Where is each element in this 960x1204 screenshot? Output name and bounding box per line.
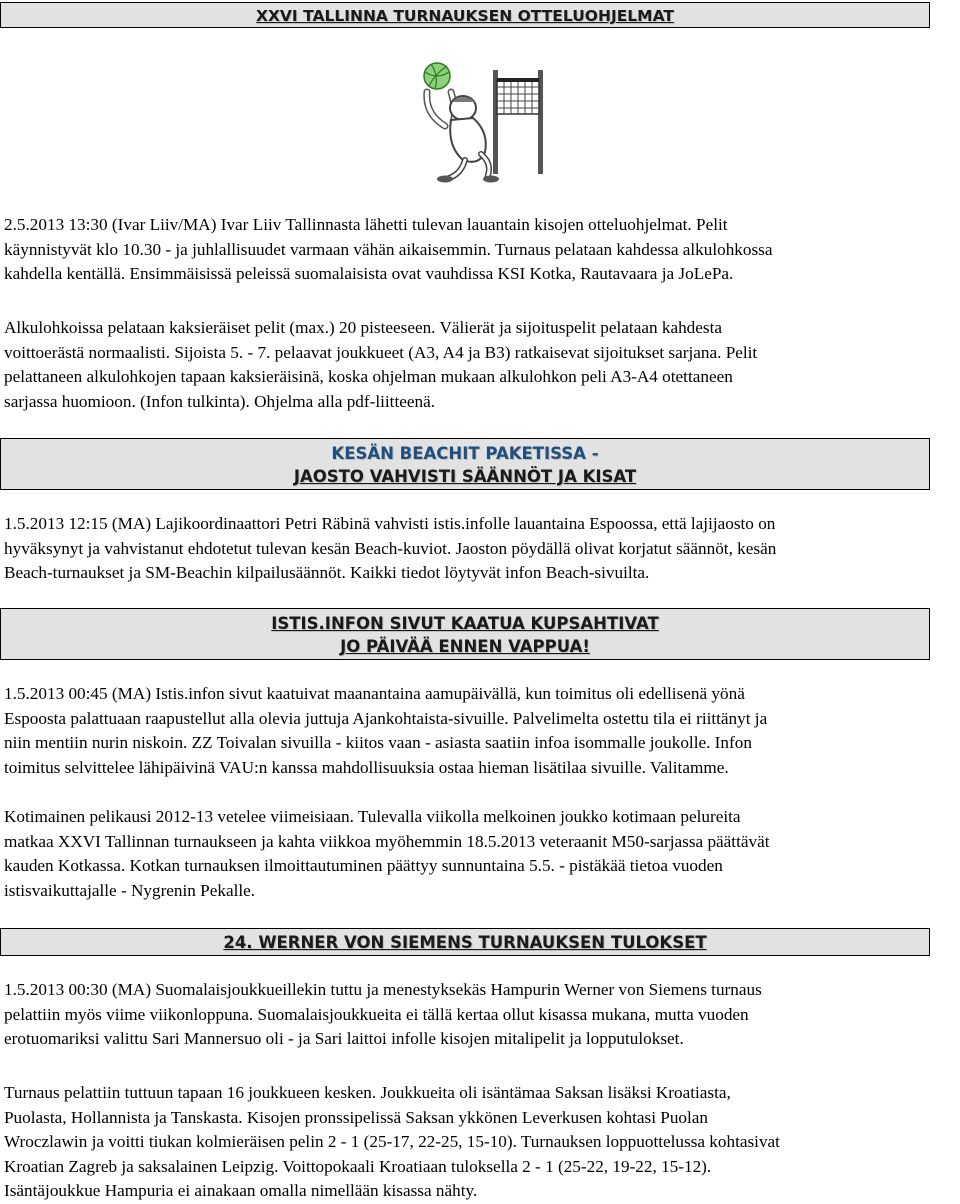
text-line: Puolasta, Hollannista ja Tanskasta. Kisojen pronssipelissä Saksan ykkönen Leverkusen kohtasi Puolan bbox=[4, 1107, 709, 1127]
headline-istis-sivut-line-2: JO PÄIVÄÄ ENNEN VAPPUA! bbox=[340, 637, 590, 656]
text-line: kahdella kentällä. Ensimmäisissä peleissä suomalaisista ovat vauhdissa KSI Kotka, Rautavaara ja JoLePa. bbox=[4, 264, 734, 283]
text-line: toimitus selvittelee lähipäivinä VAU:n kanssa mahdollisuuksia ostaa hieman lisätilaa sivuille. Valitamme. bbox=[4, 757, 729, 777]
text-line: Espoosta palattuaan raapustellut alla olevia juttuja Ajankohtaista-sivuille. Palvelimelta ostettu tila ei riittänyt ja bbox=[4, 708, 768, 728]
text-line: matkaa XXVI Tallinnan turnaukseen ja kahta viikkoa myöhemmin 18.5.2013 veteraanit M50-sarjassa päättävät bbox=[4, 831, 770, 851]
text-line: Isäntäjoukkue Hampuria ei ainakaan omalla nimellään kisassa nähty. bbox=[4, 1181, 478, 1200]
text-line: Turnaus pelattiin tuttuun tapaan 16 joukkueen kesken. Joukkueita oli isäntämaa Saksan lisäksi Kroatiasta, bbox=[4, 1083, 731, 1102]
headline-siemens bbox=[0, 928, 930, 956]
text-line: Kroatian Zagreb ja saksalainen Leipzig. Voittopokaali Kroatiaan tuloksella 2 - 1 (25-22, 19-22, 15-12). bbox=[4, 1156, 712, 1176]
article-tallinna-paragraph-1 bbox=[4, 213, 954, 287]
headline-beachit-line-1: KESÄN BEACHIT PAKETISSA - bbox=[331, 444, 599, 463]
text-line: Beach-turnaukset ja SM-Beachin kilpailusäännöt. Kaikki tiedot löytyvät infon Beach-sivuilta. bbox=[4, 563, 650, 582]
text-line: Alkulohkoissa pelataan kaksieräiset pelit (max.) 20 pisteeseen. Välierät ja sijoituspelit pelataan kahdesta bbox=[4, 318, 722, 337]
text-line: pelattiin myös viime viikonloppuna. Suomalaisjoukkueita ei tällä kertaa ollut kisassa mukana, mutta vuoden bbox=[4, 1004, 749, 1024]
headline-beachit-line-2: JAOSTO VAHVISTI SÄÄNNÖT JA KISAT bbox=[293, 467, 637, 486]
article-siemens-paragraph-1 bbox=[4, 978, 954, 1052]
headline-otteluohjelmat bbox=[0, 2, 930, 28]
text-line: istisvaikuttajalle - Nygrenin Pekalle. bbox=[4, 880, 256, 900]
volleyball-player-icon bbox=[405, 56, 545, 184]
text-line: Kotimainen pelikausi 2012-13 vetelee viimeisiaan. Tulevalla viikolla melkoinen joukko kotimaan pelureita bbox=[4, 807, 741, 826]
text-line: 1.5.2013 00:45 (MA) Istis.infon sivut kaatuivat maanantaina aamupäivällä, kun toimitus oli edellisenä yönä bbox=[4, 684, 745, 703]
text-line: 2.5.2013 13:30 (Ivar Liiv/MA) Ivar Liiv Tallinnasta lähetti tulevan lauantain kisojen otteluohjelmat. Pelit bbox=[4, 215, 728, 234]
headline-beachit bbox=[0, 438, 930, 490]
text-line: pelattaneen alkulohkojen tapaan kaksieräisinä, koska ohjelman mukaan alkulohkon peli A3-A4 otettaneen bbox=[4, 367, 733, 386]
text-line: erotuomariksi valittu Sari Mannersuo oli - ja Sari laittoi infolle kisojen mitalipelit ja lopputulokset. bbox=[4, 1029, 684, 1048]
article-beachit-paragraph bbox=[4, 512, 954, 586]
headline-siemens-text: 24. WERNER VON SIEMENS TURNAUKSEN TULOKSET bbox=[223, 933, 707, 952]
text-line: voittoerästä normaalisti. Sijoista 5. - 7. pelaavat joukkueet (A3, A4 ja B3) ratkaisevat sijoitukset sarjana. Pelit bbox=[4, 342, 758, 362]
headline-istis-sivut bbox=[0, 608, 930, 660]
text-line: 1.5.2013 00:30 (MA) Suomalaisjoukkueillekin tuttu ja menestyksekäs Hampurin Werner von Siemens turnaus bbox=[4, 980, 762, 999]
article-siemens-paragraph-2 bbox=[4, 1081, 954, 1204]
text-line: kauden Kotkassa. Kotkan turnauksen ilmoittautuminen päättyy sunnuntaina 5.5. - pistäkää tietoa vuoden bbox=[4, 856, 723, 875]
article-istis-paragraph-2 bbox=[4, 805, 954, 903]
text-line: hyväksynyt ja vahvistanut ehdotetut tulevan kesän Beach-kuviot. Jaoston pöydällä olivat korjatut säännöt, kesän bbox=[4, 538, 777, 558]
article-istis-paragraph-1 bbox=[4, 682, 954, 780]
text-line: Wroczlawin ja voitti tiukan kolmieräisen pelin 2 - 1 (25-17, 22-25, 15-10). Turnauksen loppuottelussa kohtasivat bbox=[4, 1132, 780, 1151]
headline-otteluohjelmat-text: XXVI TALLINNA TURNAUKSEN OTTELUOHJELMAT bbox=[256, 7, 674, 25]
headline-istis-sivut-line-1: ISTIS.INFON SIVUT KAATUA KUPSAHTIVAT bbox=[271, 614, 659, 633]
text-line: niin mentiin nurin niskoin. ZZ Toivalan sivuilla - kiitos vaan - asiasta saatiin infoa isommalle joukolle. Infon bbox=[4, 733, 752, 752]
article-tallinna-paragraph-2 bbox=[4, 316, 954, 414]
text-line: käynnistyvät klo 10.30 - ja juhlallisuudet varmaan vähän aikaisemmin. Turnaus pelataan kahdessa alkulohkossa bbox=[4, 239, 773, 259]
text-line: sarjassa huomioon. (Infon tulkinta). Ohjelma alla pdf-liitteenä. bbox=[4, 391, 435, 411]
volleyball-player-illustration bbox=[405, 56, 545, 184]
text-line: 1.5.2013 12:15 (MA) Lajikoordinaattori Petri Räbinä vahvisti istis.infolle lauantaina Espoossa, että lajijaosto on bbox=[4, 514, 776, 533]
